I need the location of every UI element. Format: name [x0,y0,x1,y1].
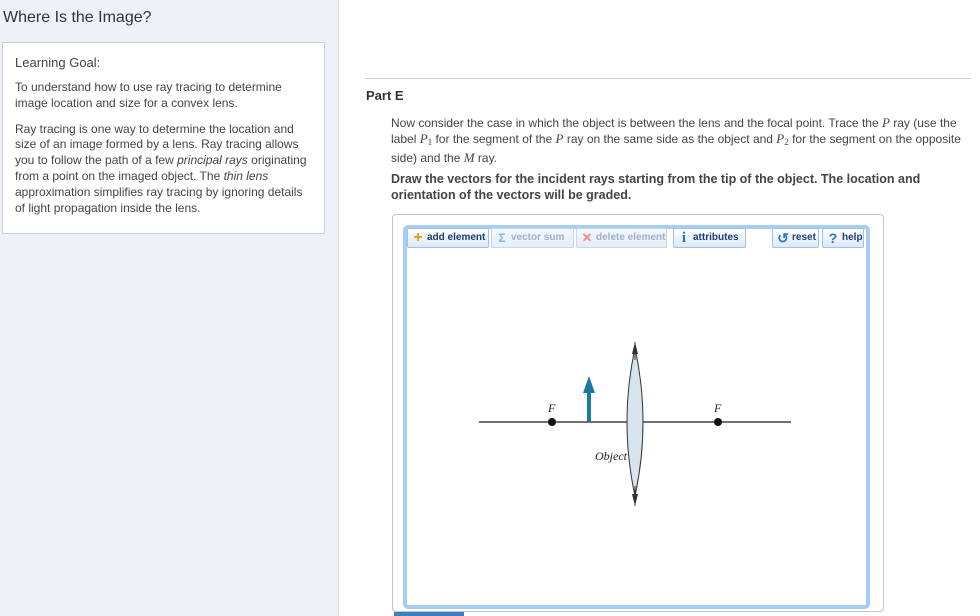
label-p2 [776,131,788,146]
part-label: Part E [366,88,404,103]
label-p1-subscript: 1 [427,137,433,147]
object-arrow-shaft [587,392,591,422]
divider [366,78,970,79]
delete-element-label: delete element [596,232,666,243]
label-p1-base: P [419,131,428,146]
attributes-button[interactable] [673,228,746,248]
learning-goal-paragraph-1: To understand how to use ray tracing to determine image location and size for a convex lens. [15,80,282,110]
text-segment: Ray tracing is one way to determine the location and size of an image formed by a lens. Ray tracing allows you to follow the path of a few [15,121,299,168]
object-label: Object [595,449,627,463]
focal-label-left: F [548,401,556,415]
vector-sum-button[interactable] [491,228,574,248]
add-element-button[interactable] [407,228,489,248]
label-p1 [420,131,432,146]
focal-point-right [714,418,722,426]
text-segment: originating from a point on the imaged object. The [15,153,307,183]
text-segment: approximation simplifies ray tracing by ignoring details of light propagation inside the lens. [15,184,303,215]
text-segment: ray on the same side as the object and [563,132,777,146]
lens-diagram [407,250,867,580]
page-title: Where Is the Image? [3,9,152,26]
learning-goal-box [2,42,325,234]
question-text [391,115,966,166]
lens-top-arrow [632,342,638,354]
add-element-label: add element [427,232,486,243]
sigma-icon: Σ [498,231,506,245]
help-label: help [842,232,863,243]
lens-bottom-arrow [632,494,638,506]
label-p2-subscript: 2 [784,137,789,147]
text-segment: Now consider the case in which the object is between the lens and the focal point. Trace the [391,116,882,130]
object-arrow-head[interactable] [583,376,595,393]
reset-icon: ↺ [777,230,789,246]
delete-element-button[interactable] [576,228,667,248]
instruction-text: Draw the vectors for the incident rays starting from the tip of the object. The location and orientation of the vectors will be graded. [391,172,921,202]
text-segment: ray (use the label [391,116,957,146]
text-segment: for the segment of the [432,132,556,146]
ray-m-label: M [463,150,475,165]
bottom-scroll-indicator [394,612,464,616]
text-segment: for the segment on the opposite side) and the [391,132,961,165]
help-button[interactable] [822,228,864,248]
text-segment: ray. [474,151,498,165]
left-panel [0,0,339,616]
vector-sum-label: vector sum [511,232,565,243]
x-icon: ✕ [581,230,593,245]
emphasis-principal-rays: principal rays [177,153,248,168]
reset-button[interactable] [772,228,819,248]
attributes-label: attributes [693,232,739,243]
question-icon: ? [828,230,838,246]
ray-p-label: P [555,131,564,146]
label-p2-base: P [776,131,785,146]
convex-lens [627,348,643,496]
plus-icon: + [413,229,423,246]
learning-goal-paragraph-2 [15,122,314,217]
learning-goal-heading: Learning Goal: [15,55,101,70]
emphasis-thin-lens: thin lens [223,168,269,183]
reset-label: reset [792,232,816,243]
ray-p-label: P [881,115,890,130]
focal-point-left [548,418,556,426]
info-icon: i [681,230,687,246]
focal-label-right: F [714,401,722,415]
